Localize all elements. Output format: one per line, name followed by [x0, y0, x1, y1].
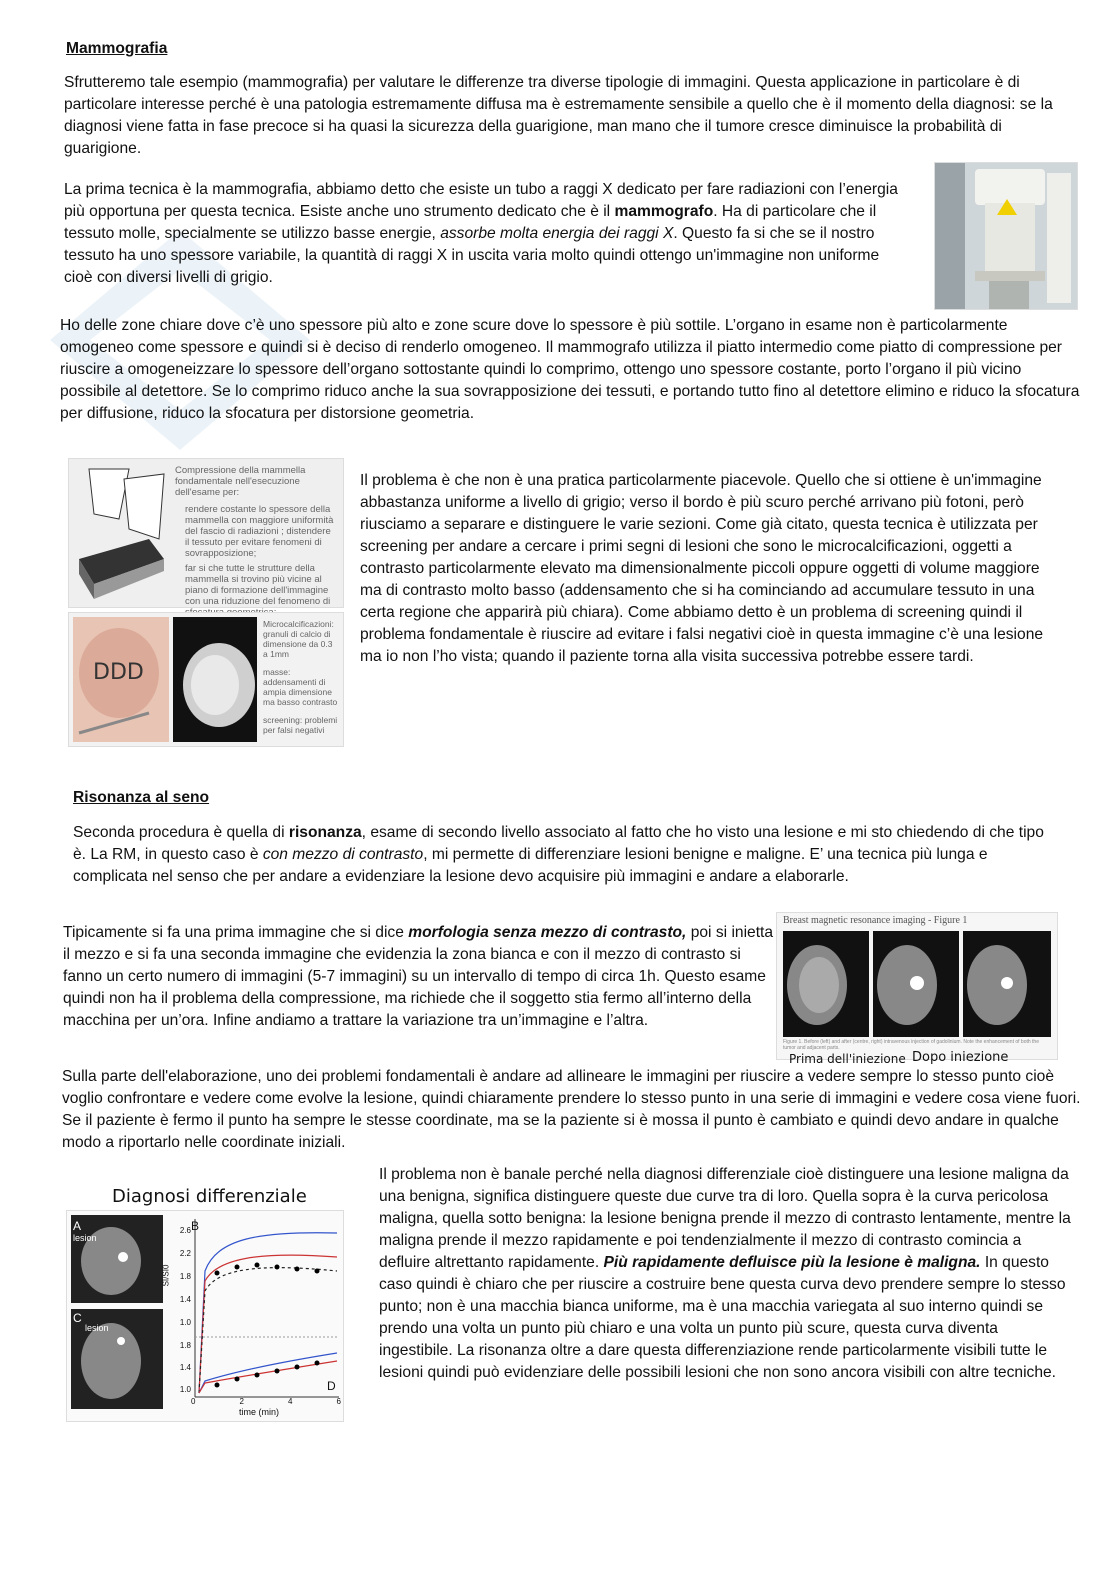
- hand-note-dopo: Dopo iniezione: [912, 1050, 1009, 1065]
- y-axis-label: SI/SI0: [161, 1264, 171, 1287]
- term-contrasto: con mezzo di contrasto: [262, 846, 424, 863]
- term-morfologia: morfologia senza mezzo di contrasto,: [408, 924, 687, 941]
- microcalc-figure: [68, 612, 344, 747]
- term-mammografo: mammografo: [614, 203, 714, 220]
- yticks-top: 2.6 2.2 1.8 1.4 1.0: [179, 1226, 191, 1327]
- label-lesion-a: lesion: [73, 1233, 97, 1243]
- compression-title: Compressione della mammella fondamentale nell'esecuzione dell'esame per:: [175, 465, 306, 498]
- paragraph-diagnosi: Il problema non è banale perché nella diagnosi differenziale cioè distinguere una lesione maligna da una benigna, significa distinguere queste due curve tra di loro. Quella sopra è la curva pericolosa maligna, quella sotto benigna: la lesione benigna prende il mezzo di contrasto lentamente, mentre la maligna prende il mezzo rapidamente e poi tendenzialmente il mezzo di contrasto comincia a defluire altrettanto rapidamente. Più rapidamente defluisce più la lesione è maligna. In questo caso quindi è chiaro che per riuscire a costruire bene questa curva devo prendere sempre lo stesso punto; non è una macchia bianca uniforme, ma è una macchia variegata al suo interno quindi se prendo una volta un punto più chiaro e una volta un punto più scure, questa curva diventa ingestibile. La risonanza oltre a dare questa differenziazione rende particolarmente visibili tutte le lesioni quindi può evidenziare delle possibili lesioni che non sono ancora visibili con altre tecniche.: [379, 1166, 1071, 1381]
- label-c: C: [73, 1311, 82, 1325]
- compression-bullet-1: rendere costante lo spessore della mammella con maggiore uniformità del fascio di radiazioni ; distendere il tessuto per evitare fenomeni di sovrapposizione;: [185, 504, 334, 559]
- microcalc-text: Microcalcificazioni: granuli di calcio di dimensione da 0.3 a 1mm: [263, 619, 334, 659]
- paragraph-compression: Ho delle zone chiare dove c’è uno spessore più alto e zone scure dove lo spessore è più sottile. L’organo in esame non è particolarmente omogeneo come spessore e quindi si è deciso di renderlo omogeneo. Il mammografo utilizza il piatto intermedio come piatto di compressione per riuscire a omogeneizzare lo spessore dell’organo sottostante quindi lo comprimo, ottengo uno spessore costante, porto l’organo il più vicino possibile al detettore. Se lo comprimo riduco anche la sua sovrapposizione dei tessuti, e portando tutto fino al detettore elimino e riduco la sfocatura per diffusione, riduco la sfocatura per distorsione geometria.: [60, 317, 1080, 422]
- paragraph-mammografo: La prima tecnica è la mammografia, abbiamo detto che esiste un tubo a raggi X dedicato per fare radiazioni con l’energia più opportuna per questa tecnica. Esiste anche uno strumento dedicato che è il mammografo. Ha di particolare che il tessuto molle, specialmente se utilizzo basse energie, assorbe molta energia dei raggi X. Questo fa si che se il nostro tessuto ha uno spessore variabile, la quantità di raggi X in uscita varia molto quindi ottengo un'immagine non uniforme cioè con diversi livelli di grigio.: [64, 181, 898, 286]
- section-title-mammografia: Mammografia: [66, 40, 168, 57]
- label-a: A: [73, 1219, 82, 1233]
- hand-note-prima: Prima dell'iniezione: [789, 1052, 906, 1066]
- paragraph-intro: Sfrutteremo tale esempio (mammografia) per valutare le differenze tra diverse tipologie di immagini. Questa applicazione in particolare è di particolare interesse perché è una patologia estremamente diffusa ma è estremamente sensibile a quello che è il momento della diagnosi: se la diagnosi viene fatta in fase precoce si ha quasi la sicurezza della guarigione, man mano che il tumore cresce diminuisce la probabilità di guarigione.: [64, 74, 1053, 157]
- term-risonanza: risonanza: [288, 824, 362, 841]
- screening-text: screening: problemi per falsi negativi: [263, 715, 338, 735]
- svg-text:DDD: DDD: [93, 660, 144, 685]
- yticks-bottom: 1.8 1.4 1.0: [179, 1341, 191, 1394]
- x-axis-label: time (min): [239, 1407, 279, 1417]
- term-rapidamente: Più rapidamente defluisce più la lesione è maligna.: [603, 1254, 981, 1271]
- diagnosis-figure: [66, 1210, 344, 1422]
- term-assorbe: assorbe molta energia dei raggi X: [440, 225, 674, 242]
- paragraph-elaborazione: Sulla parte dell'elaborazione, uno dei problemi fondamentali è andare ad allineare le immagini per riuscire a vedere sempre lo stesso punto cioè voglio confrontare e vedere come evolve la lesione, quindi chiaramente prendere lo stesso punto in una serie di immagini e vedere cosa viene fuori. Se il paziente è fermo il punto ha sempre le stesse coordinate, ma se la paziente si è mossa il punto è cambiato e quindi devo andare in qualche modo a riportarlo nelle coordinate iniziali.: [62, 1068, 1081, 1151]
- label-lesion-c: lesion: [85, 1323, 109, 1333]
- masse-text: masse: addensamenti di ampia dimensione ma basso contrasto: [263, 667, 338, 707]
- section-title-risonanza: Risonanza al seno: [73, 789, 210, 806]
- label-d: D: [327, 1379, 336, 1393]
- compression-figure: [68, 458, 344, 608]
- label-b: B: [191, 1219, 200, 1233]
- mri-figure-title: Breast magnetic resonance imaging - Figure 1: [783, 915, 968, 926]
- compression-bullet-2: far si che tutte le strutture della mammella si trovino più vicine al piano di formazione dell'immagine con una riduzione del fenomeno di: [185, 563, 331, 607]
- paragraph-morfologia: Tipicamente si fa una prima immagine che si dice morfologia senza mezzo di contrasto, poi si inietta il mezzo e si fa una seconda immagine che evidenzia la zona bianca e con il mezzo di contrasto si fanno un certo numero di immagini (5-7 immagini) su un intervallo di tempo di circa 1h. Questo esame quindi non ha il problema della compressione, ma richiede che il soggetto stia fermo all’interno della macchina per un’ora. Infine andiamo a trattare la variazione tra un’immagine e l’altra.: [63, 924, 774, 1029]
- paragraph-screening: Il problema è che non è una pratica particolarmente piacevole. Quello che si ottiene è un'immagine abbastanza uniforme a livello di grigio; verso il bordo è più scuro perché arrivano più fotoni, però riusciamo a separare e distinguere le varie sezioni. Come già citato, questa tecnica è utilizzata per screening per andare a cercare i primi segni di lesioni che sono le microcalcificazioni, oggetti a contrasto particolarmente elevato ma dimensionalmente piccoli oppure oggetti di volume maggiore ma di contrasto molto basso (addensamento che si ha cominciando ad accumulare tessuto in una certa regione che apparirà più chiara). Come abbiamo detto è un problema di screening quindi il problema fondamentale è riuscire ad evitare i falsi negativi cioè in questa immagine c’è una lesione ma io non l’ho vista; quando il paziente torna alla visita successiva potrebbe essere tardi.: [360, 472, 1044, 665]
- mri-figure: [776, 912, 1058, 1060]
- hand-title-diagnosi: Diagnosi differenziale: [112, 1186, 307, 1207]
- mammograph-photo: [934, 162, 1078, 310]
- xticks: 0 2 4 6: [191, 1397, 341, 1406]
- paragraph-risonanza: Seconda procedura è quella di risonanza, esame di secondo livello associato al fatto che ho visto una lesione e mi sto chiedendo di che tipo è. La RM, in questo caso è con mezzo di contrasto, mi permette di differenziare lesioni benigne e maligne. E’ una tecnica più lunga e complicata nel senso che per andare a evidenziare la lesione devo acquisire più immagini e andare a elaborarle.: [73, 824, 1044, 885]
- mri-caption: Figure 1. Before (left) and after (centre, right) intravenous injection of gadolinium. Note the enhancement of both the tumor and adjacent parts.: [783, 1039, 1039, 1051]
